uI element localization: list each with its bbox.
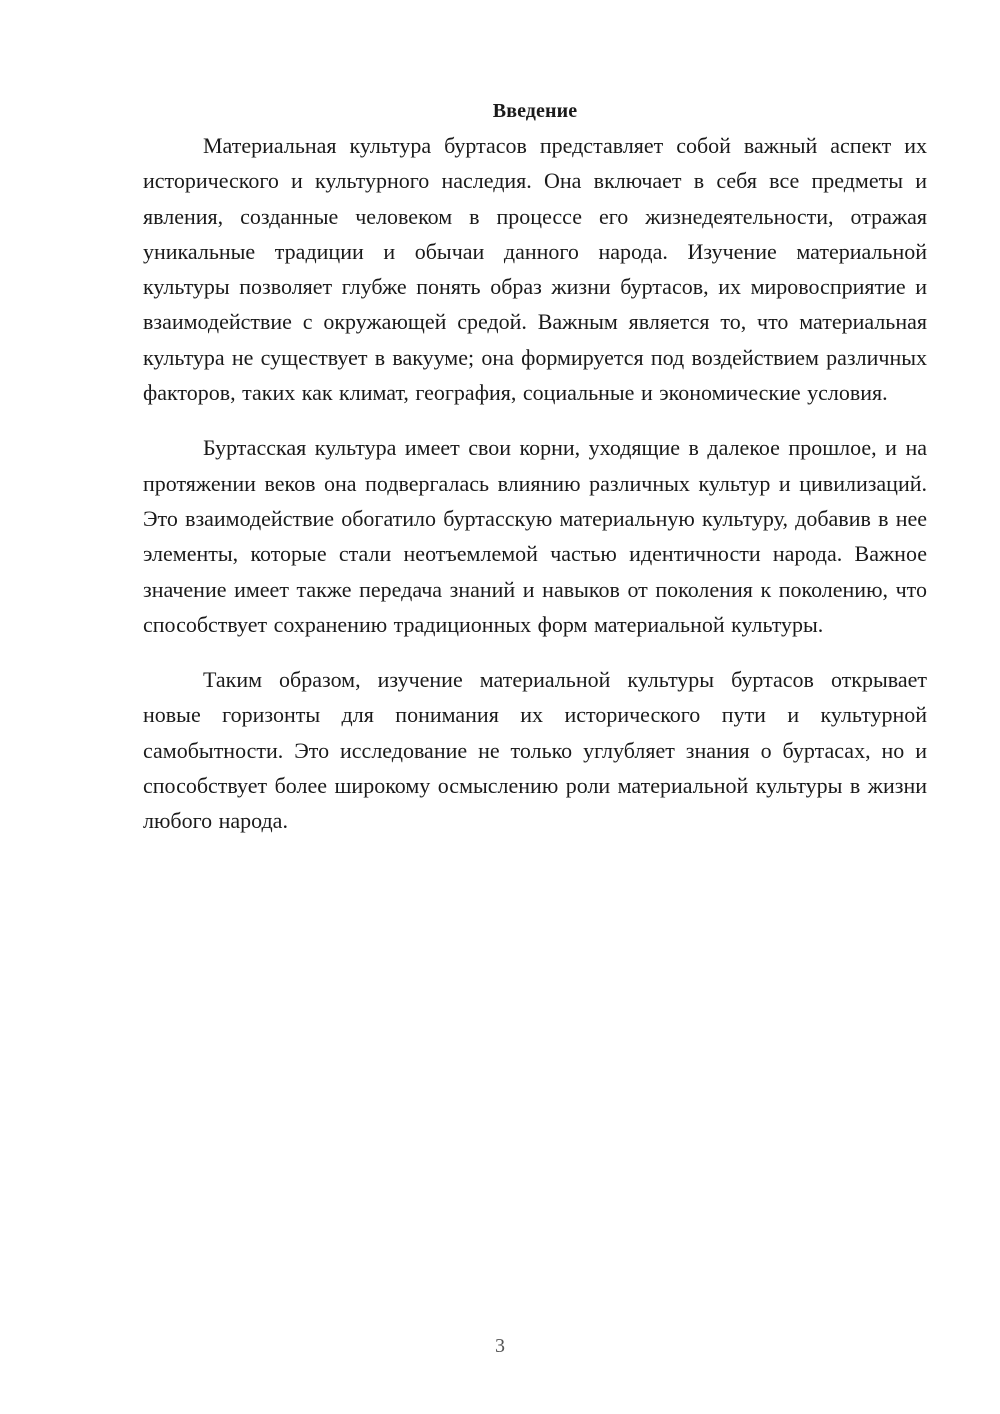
paragraph-3: Таким образом, изучение материальной культуры буртасов открывает новые горизонты для понимания их исторического пути и культурной самобытности. Это исследование не только углубляет знания о буртасах, но и способствует более широкому осмыслению роли материальной культуры в жизни любого народа. <box>143 667 927 834</box>
paragraph-2: Буртасская культура имеет свои корни, уходящие в далекое прошлое, и на протяжении веков она подвергалась влиянию различных культур и цивилизаций. Это взаимодействие обогатило буртасскую материальную культуру, добавив в нее элементы, которые стали неотъемлемой частью идентичности народа. Важное значение имеет также передача знаний и навыков от поколения к поколению, что способствует сохранению традиционных форм материальной культуры. <box>143 435 927 637</box>
page-content <box>143 96 927 859</box>
paragraph-1: Материальная культура буртасов представляет собой важный аспект их исторического и культурного наследия. Она включает в себя все предметы и явления, созданные человеком в процессе его жизнедеятельности, отражая уникальные традиции и обычаи данного народа. Изучение материальной культуры позволяет глубже понять образ жизни буртасов, их мировосприятие и взаимодействие с окружающей средой. Важным является то, что материальная культура не существует в вакууме; она формируется под воздействием различных факторов, таких как климат, география, социальные и экономические условия. <box>143 133 927 406</box>
section-title: Введение <box>492 100 578 122</box>
page-number: 3 <box>495 1335 505 1357</box>
